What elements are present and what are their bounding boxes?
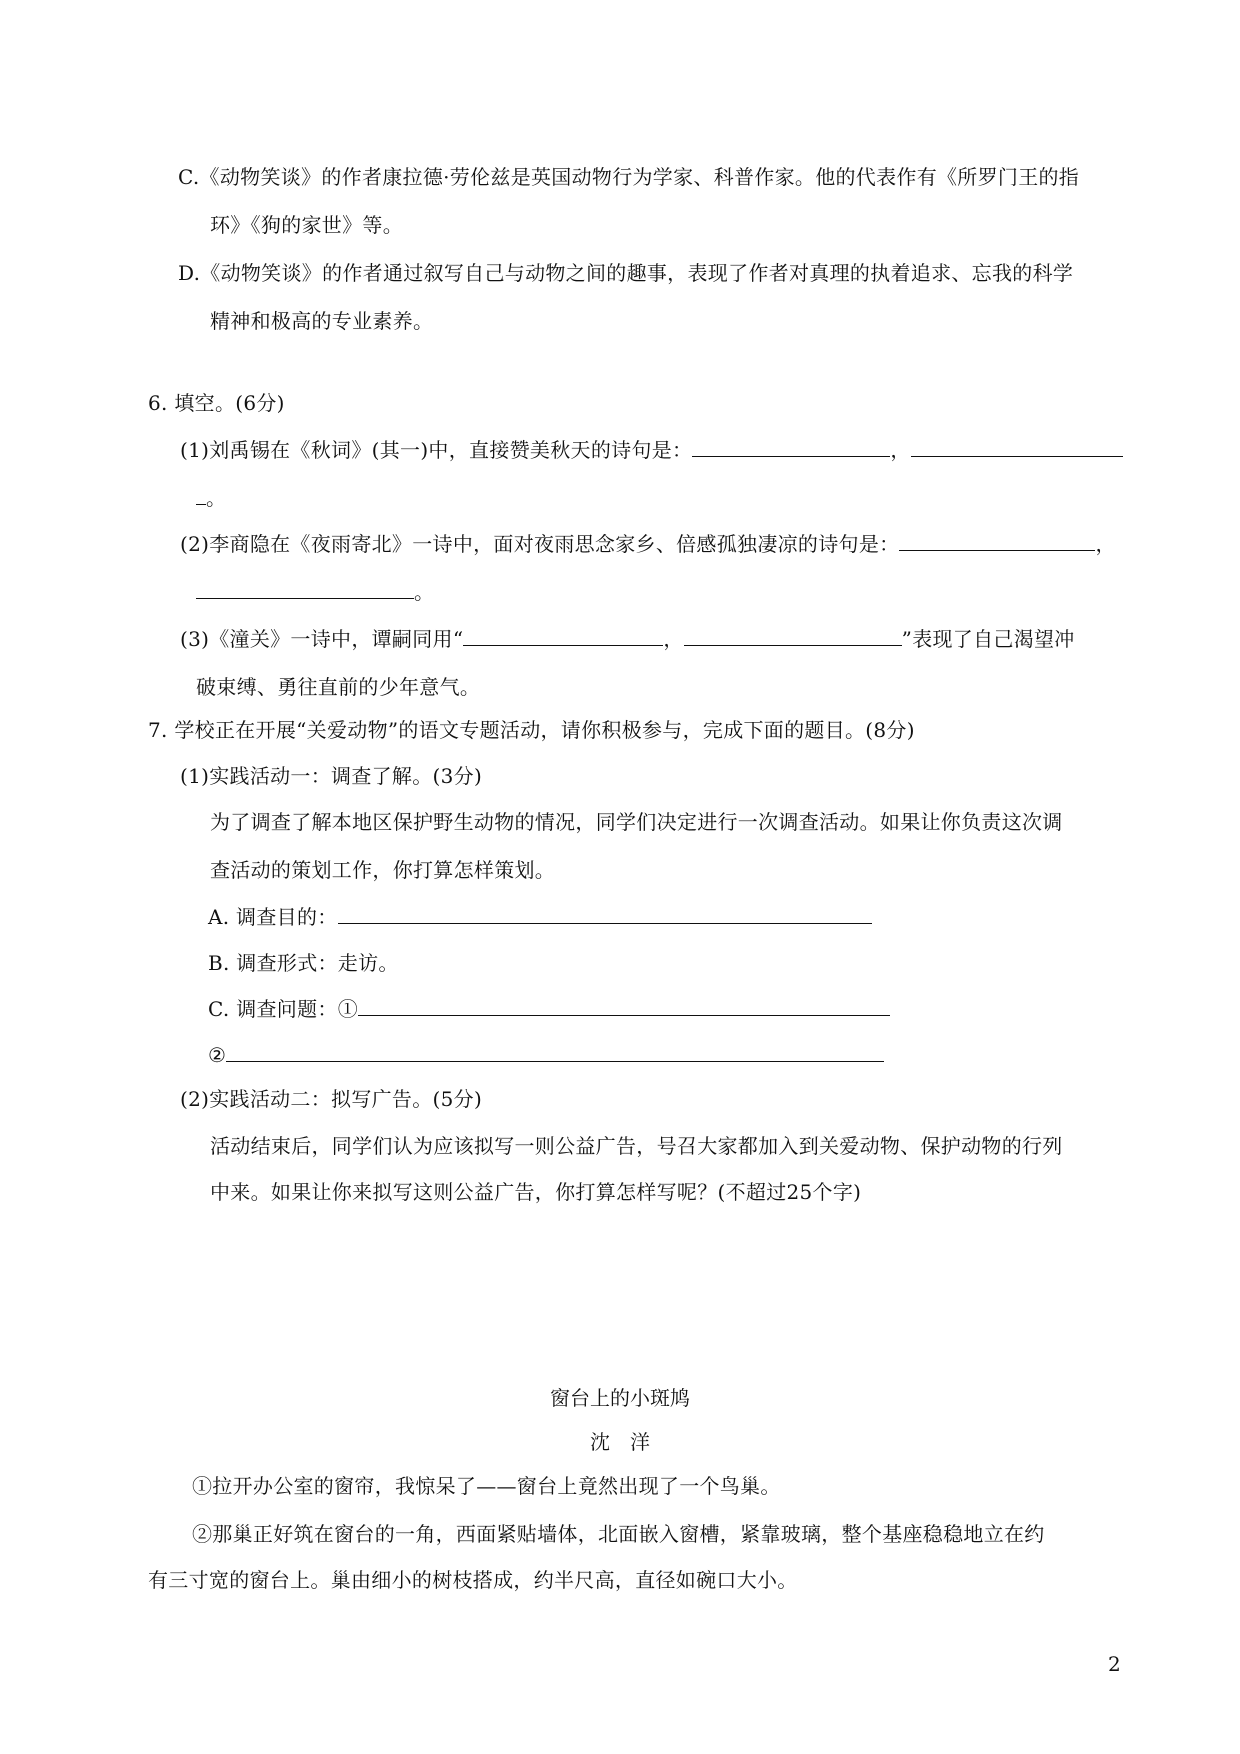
q5-option-d-line1: D.《动物笑谈》的作者通过叙写自己与动物之间的趣事，表现了作者对真理的执着追求、忘我的科学	[178, 261, 1074, 285]
q7-option-a	[208, 903, 872, 931]
q7-option-c2-label: ②	[208, 1043, 227, 1067]
page-number: 2	[1108, 1652, 1121, 1676]
q6-item-3-line2: 破束缚、勇往直前的少年意气。	[196, 675, 481, 699]
passage-paragraph-2-line2: 有三寸宽的窗台上。巢由细小的树枝搭成，约半尺高，直径如碗口大小。	[148, 1568, 798, 1592]
period: 。	[414, 580, 435, 604]
answer-blank[interactable]	[196, 580, 414, 599]
q6-item-2-text: (2)李商隐在《夜雨寄北》一诗中，面对夜雨思念家乡、倍感孤独凄凉的诗句是：	[180, 532, 900, 556]
answer-blank[interactable]	[911, 438, 1123, 457]
separator: ，	[1095, 532, 1116, 556]
q7-activity-2-desc-line2: 中来。如果让你来拟写这则公益广告，你打算怎样写呢？(不超过25个字)	[210, 1180, 862, 1204]
q6-item-1-cont	[196, 484, 226, 512]
passage-title: 窗台上的小斑鸠	[550, 1386, 690, 1410]
answer-blank[interactable]	[226, 1043, 884, 1062]
answer-blank[interactable]	[684, 627, 902, 646]
q7-activity-2-title: (2)实践活动二：拟写广告。(5分)	[180, 1087, 483, 1111]
q6-item-3	[180, 625, 1075, 653]
q5-option-c-line2: 环》《狗的家世》等。	[210, 213, 403, 237]
q7-option-c-label: C. 调查问题：①	[208, 997, 359, 1021]
answer-blank[interactable]	[899, 532, 1095, 551]
passage-paragraph-2-line1: ②那巢正好筑在窗台的一角，西面紧贴墙体，北面嵌入窗槽，紧靠玻璃，整个基座稳稳地立在约	[192, 1522, 1045, 1546]
passage-paragraph-1: ①拉开办公室的窗帘，我惊呆了——窗台上竟然出现了一个鸟巢。	[192, 1474, 781, 1498]
separator: ，	[890, 438, 911, 462]
q6-item-2-cont	[196, 578, 434, 606]
answer-blank[interactable]	[358, 997, 890, 1016]
q6-item-3-text: (3)《潼关》一诗中，谭嗣同用“	[180, 627, 464, 651]
q7-activity-1-title: (1)实践活动一：调查了解。(3分)	[180, 764, 483, 788]
q6-item-2	[180, 530, 1116, 558]
q6-item-1	[180, 436, 1123, 464]
q7-option-b: B. 调查形式：走访。	[208, 951, 399, 975]
q6-item-1-text: (1)刘禹锡在《秋词》(其一)中，直接赞美秋天的诗句是：	[180, 438, 693, 462]
q7-heading: 7. 学校正在开展“关爱动物”的语文专题活动，请你积极参与，完成下面的题目。(8分)	[148, 718, 915, 742]
separator: ，	[663, 627, 684, 651]
q6-heading: 6. 填空。(6分)	[148, 391, 285, 415]
q7-option-c	[208, 995, 890, 1023]
answer-blank[interactable]	[196, 486, 206, 505]
q7-activity-2-desc-line1: 活动结束后，同学们认为应该拟写一则公益广告，号召大家都加入到关爱动物、保护动物的行列	[210, 1134, 1063, 1158]
answer-blank[interactable]	[338, 905, 872, 924]
q7-option-a-label: A. 调查目的：	[208, 905, 338, 929]
q7-option-c2	[208, 1041, 884, 1069]
q7-activity-1-desc-line1: 为了调查了解本地区保护野生动物的情况，同学们决定进行一次调查活动。如果让你负责这次调	[210, 810, 1063, 834]
answer-blank[interactable]	[692, 438, 890, 457]
q5-option-c-line1: C.《动物笑谈》的作者康拉德·劳伦兹是英国动物行为学家、科普作家。他的代表作有《所罗门王的指	[178, 165, 1080, 189]
q7-activity-1-desc-line2: 查活动的策划工作，你打算怎样策划。	[210, 858, 556, 882]
passage-author: 沈 洋	[590, 1430, 650, 1454]
q6-item-3-after: ”表现了自己渴望冲	[901, 627, 1075, 651]
answer-blank[interactable]	[463, 627, 663, 646]
q5-option-d-line2: 精神和极高的专业素养。	[210, 309, 434, 333]
period: 。	[206, 486, 227, 510]
